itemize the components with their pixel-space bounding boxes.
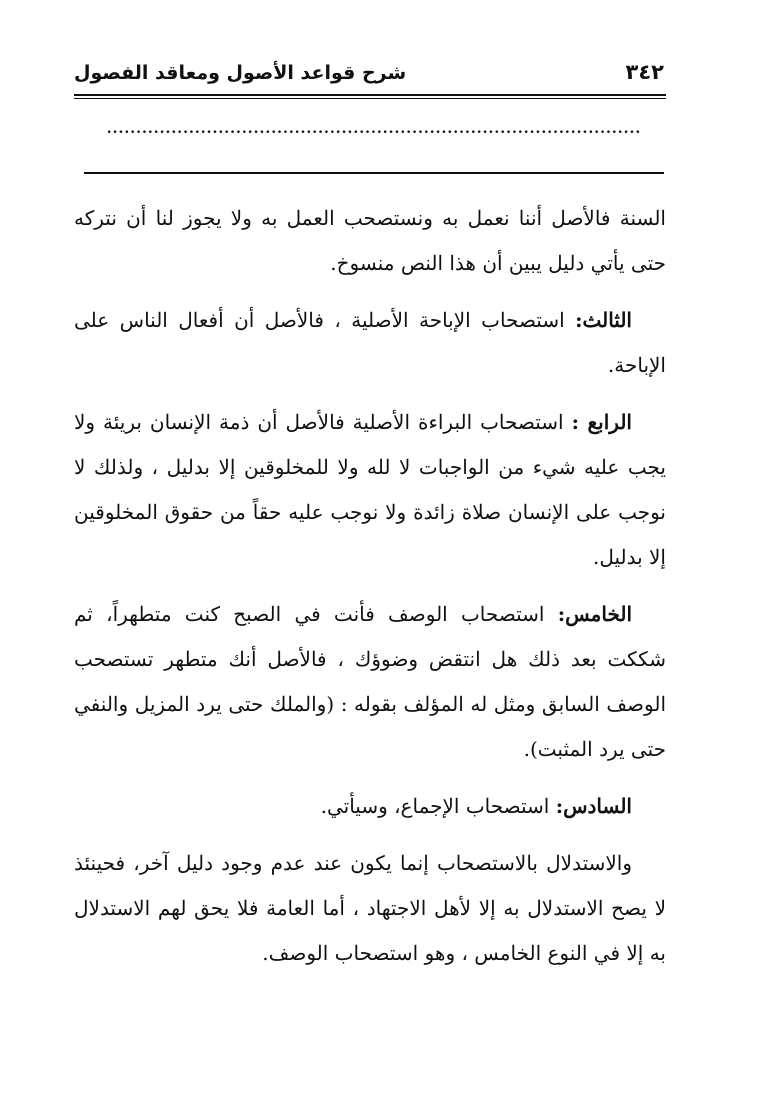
paragraph-lead: السادس: [555, 794, 632, 818]
running-title: شرح قواعد الأصول ومعاقد الفصول [74, 62, 407, 84]
paragraph-text: استصحاب الإباحة الأصلية ، فالأصل أن أفعال الناس على الإباحة. [74, 308, 666, 377]
paragraph-text: والاستدلال بالاستصحاب إنما يكون عند عدم وجود دليل آخر، فحينئذ لا يصح الاستدلال به إلا لأهل الاجتهاد ، أما العامة فلا يحق لهم الاستدلال به إلا في النوع الخامس ، وهو استصحاب الوصف. [74, 851, 666, 965]
paragraph [74, 298, 666, 388]
paragraph [74, 400, 666, 580]
header-rule [74, 94, 666, 99]
paragraph-lead: الخامس: [557, 602, 632, 626]
paragraph [74, 196, 666, 286]
paragraph-lead: الرابع : [571, 410, 632, 434]
paragraph [74, 592, 666, 772]
paragraph [74, 841, 666, 976]
page-header [74, 58, 664, 92]
paragraph-text: السنة فالأصل أننا نعمل به ونستصحب العمل به ولا يجوز لنا أن نتركه حتى يأتي دليل يبين أن هذا النص منسوخ. [74, 206, 666, 275]
paragraph-text: استصحاب الإجماع، وسيأتي. [320, 794, 556, 818]
paragraph [74, 784, 666, 829]
body-text [74, 196, 666, 988]
paragraph-text: استصحاب الوصف فأنت في الصبح كنت متطهراً، ثم شككت بعد ذلك هل انتقض وضوؤك ، فالأصل أنك متطهر تستصحب الوصف السابق ومثل له المؤلف بقوله : (والملك حتى يرد المزيل والنفي حتى يرد المثبت). [74, 602, 666, 761]
section-rule [84, 172, 664, 174]
paragraph-lead: الثالث: [575, 308, 632, 332]
page-number: ٣٤٢ [625, 60, 664, 84]
paragraph-text: استصحاب البراءة الأصلية فالأصل أن ذمة الإنسان بريئة ولا يجب عليه شيء من الواجبات لا لله ولا للمخلوقين إلا بدليل ، ولذلك لا نوجب على الإنسان صلاة زائدة ولا نوجب عليه حقاً من حقوق المخلوقين إلا بدليل. [74, 410, 666, 569]
dotted-separator: ........................................................................................... [106, 121, 642, 137]
